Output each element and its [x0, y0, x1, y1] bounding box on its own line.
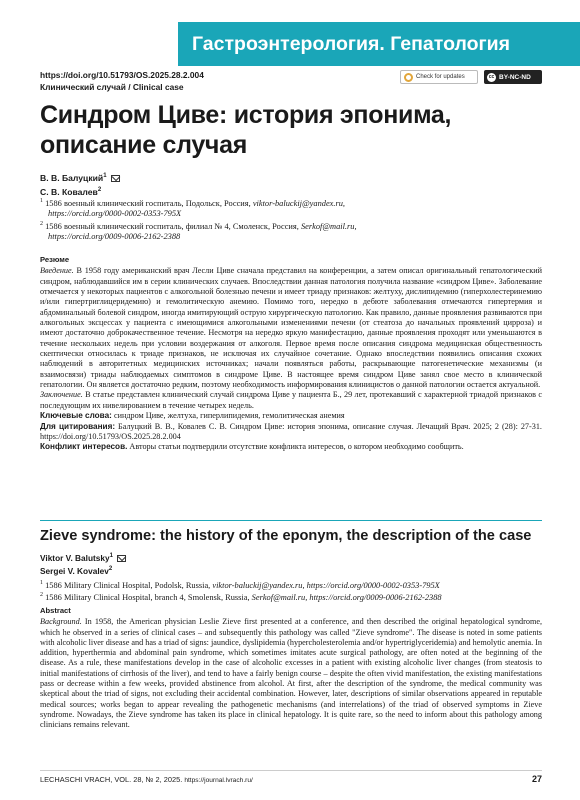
aff-text: 1586 Military Clinical Hospital, Podolsk, Russia, — [45, 580, 211, 590]
aff-email[interactable]: Serkof@mail.ru, — [300, 221, 357, 231]
author-sup: 1 — [109, 553, 113, 559]
conclusion-text: В статье представлен клинический случай синдрома Циве у пациента Б., 29 лет, протекавший с характерной триадой признаков с последующим их нивелированием в течение четырех недель. — [40, 390, 542, 410]
page-number: 27 — [531, 774, 542, 784]
footer-rule — [40, 770, 542, 771]
aff-text: 1586 Military Clinical Hospital, branch 4, Smolensk, Russia, — [45, 592, 250, 602]
abstract-conclusion — [40, 390, 542, 411]
citation — [40, 422, 542, 443]
aff-num: 2 — [40, 592, 43, 598]
abstract-ru — [40, 255, 542, 453]
author-en-2 — [40, 564, 126, 577]
author-ru-1 — [40, 170, 120, 184]
aff-text: 1586 военный клинический госпиталь, филиал № 4, Смоленск, Россия, — [45, 221, 299, 231]
section-divider — [40, 520, 542, 521]
abstract-heading: Резюме — [40, 255, 70, 264]
aff-email[interactable]: viktor-baluckij@yandex.ru, — [252, 198, 346, 208]
aff-orcid[interactable]: https://orcid.org/0000-0002-0353-795X — [306, 580, 440, 590]
intro-text: В 1958 году американский врач Лесли Циве сначала представил на конференции, а затем описал оригинальный гепатологический синдром, наблюдавшийся им в серии клинических случаев. Впоследствии данная патология получила название «синдром Циве». Заболевание отмечается у некоторых пациентов с алкогольной болезнью печени и имеет триаду признаков: желтуху, дислипидемию (гиперхолестеринемию и/или гипертриглицеридемию) и гемолитическую анемию. Помимо того, нередко в дебюте заболевания отмечаются гипертермия и абдоминальный болевой синдром, иногда имитирующий острую хирургическую патологию. Как правило, данные проявления развиваются при алкогольных эксцессах у пациента с имеющимися алкогольными изменениями печени (от стеатоза до начальных проявлений цирроза) и имеют достаточно доброкачественное течение. Несмотря на нередко яркую манифестацию, данные проявления проходят или уменьшаются в течение нескольких недель при условии воздержания от алкоголя. Первое время после описания синдрома медицинская общественность скептически относилась к триаде признаков, не исключая их случайное сочетание. Однако впоследствии появились описания схожих наблюдений в авторитетных медицинских источниках; начали появляться работы, раскрывающие патогенетические механизмы (и взаимосвязи) триады наблюдаемых симптомов в синдроме Циве. В настоящее время синдром Циве занял свое место в клинической гепатологии. Он является достаточно редким, поэтому необходимость информирования клиницистов о данной патологии остается актуальной. — [40, 266, 542, 390]
license-label: BY-NC-ND — [499, 73, 531, 81]
journal-name: LECHASCHI VRACH, VOL. 28, № 2, 2025. — [40, 775, 183, 784]
aff-num: 1 — [40, 580, 43, 586]
affiliation-en-2 — [40, 590, 542, 603]
check-updates-label: Check for updates — [416, 74, 465, 80]
authors-en — [40, 551, 126, 577]
author-sup: 1 — [103, 173, 107, 179]
coi-text: Авторы статьи подтвердили отсутствие конфликта интересов, о котором необходимо сообщить. — [129, 442, 464, 452]
license-badge[interactable] — [484, 70, 542, 84]
coi-label: Конфликт интересов. — [40, 442, 128, 452]
intro-label: Введение. — [40, 266, 74, 276]
doi-link[interactable]: https://doi.org/10.51793/OS.2025.28.2.004 — [40, 70, 204, 80]
keywords-text: синдром Циве, желтуха, гиперлипидемия, гемолитическая анемия — [113, 411, 345, 421]
author-en-1 — [40, 551, 126, 564]
creative-commons-icon: cc — [488, 74, 495, 80]
aff-orcid[interactable]: https://orcid.org/0009-0006-2162-2388 — [309, 592, 442, 602]
background-label: Background. — [40, 617, 82, 627]
aff-num: 2 — [40, 221, 43, 227]
keywords-label: Ключевые слова: — [40, 411, 112, 421]
aff-email[interactable]: viktor-baluckij@yandex.ru, — [212, 580, 305, 590]
mail-icon[interactable] — [111, 175, 120, 182]
citation-label: Для цитирования: — [40, 421, 116, 431]
aff-num: 1 — [40, 198, 43, 204]
citation-text: Балуцкий В. В., Ковалев С. В. Синдром Циве: история эпонима, описание случая. Лечащий Врач. 2025; 2 (28): 27-31. https://doi.org/10.51793/OS.2025.28.2.004 — [40, 421, 542, 441]
check-updates-icon — [404, 73, 413, 82]
conflict-of-interest — [40, 442, 542, 452]
aff-email[interactable]: Serkof@mail.ru, — [251, 592, 308, 602]
affiliation-ru-1 — [40, 196, 460, 220]
conclusion-label: Заключение. — [40, 390, 83, 400]
section-banner — [178, 22, 580, 66]
affiliation-ru-2 — [40, 219, 460, 243]
author-name: Sergei V. Kovalev — [40, 565, 109, 576]
article-type: Клинический случай / Clinical case — [40, 82, 184, 92]
abstract-background — [40, 617, 542, 730]
abstract-en — [40, 606, 542, 731]
author-name: С. В. Ковалев — [40, 186, 98, 197]
aff-orcid[interactable]: https://orcid.org/0000-0002-0353-795X — [48, 209, 182, 219]
journal-url[interactable]: https://journal.lvrach.ru/ — [184, 777, 253, 784]
mail-icon[interactable] — [117, 555, 126, 562]
aff-orcid[interactable]: https://orcid.org/0009-0006-2162-2388 — [48, 232, 181, 242]
background-text: In 1958, the American physician Leslie Zieve first presented at a conference, and then described the original hepatological syndrome, which he observed in a series of clinical cases – and subsequently this pathology was called "Zieve syndrome". The disease is noted in some patients with alcoholic liver disease and has a triad of signs: jaundice, dyslipidemia (hypercholesterolemia and/or hypertriglyceridemia) and hemolytic anemia. In addition, hyperthermia and abdominal pain syndrome, which sometimes imitates acute surgical pathology, are often noted at the beginning of the disease. As a rule, these manifestations develop in the case of alcoholic excesses in a patient with existing alcoholic liver changes (from steatosis to initial manifestations of cirrhosis of the liver), and tend to have a fairly benign course – despite the often vivid manifestation, the existing manifestations pass or decrease within a few weeks, provided abstinence from alcohol. At first, after the description of the syndrome, the medical community was skeptical about the triad of signs, not excluding their accidental combination. However, later, descriptions of similar observations appeared in reputable medical sources; works began to appear revealing the pathogenetic mechanisms (and interrelations) of the triad of observed symptoms in Zieve syndrome. Nowadays, the Zieve syndrome has taken its place in clinical hepatology. It is quite rare, so the need to inform about this pathology among clinicians remains relevant. — [40, 617, 543, 730]
keywords — [40, 411, 542, 421]
article-title-en: Zieve syndrome: the history of the eponym, the description of the case — [40, 528, 532, 544]
abstract-intro — [40, 266, 542, 390]
author-sup: 2 — [97, 186, 102, 193]
aff-text: 1586 военный клинический госпиталь, Подольск, Россия, — [45, 198, 251, 208]
article-title-ru: Синдром Циве: история эпонима, описание случая — [40, 101, 452, 159]
footer — [40, 775, 253, 784]
author-name: В. В. Балуцкий — [40, 172, 104, 183]
author-name: Viktor V. Balutsky — [40, 552, 110, 563]
check-for-updates-badge[interactable] — [400, 70, 478, 84]
abstract-heading: Abstract — [40, 606, 71, 615]
authors-ru — [40, 170, 120, 198]
section-title: Гастроэнтерология. Гепатология — [192, 32, 511, 55]
author-sup: 2 — [108, 565, 113, 572]
